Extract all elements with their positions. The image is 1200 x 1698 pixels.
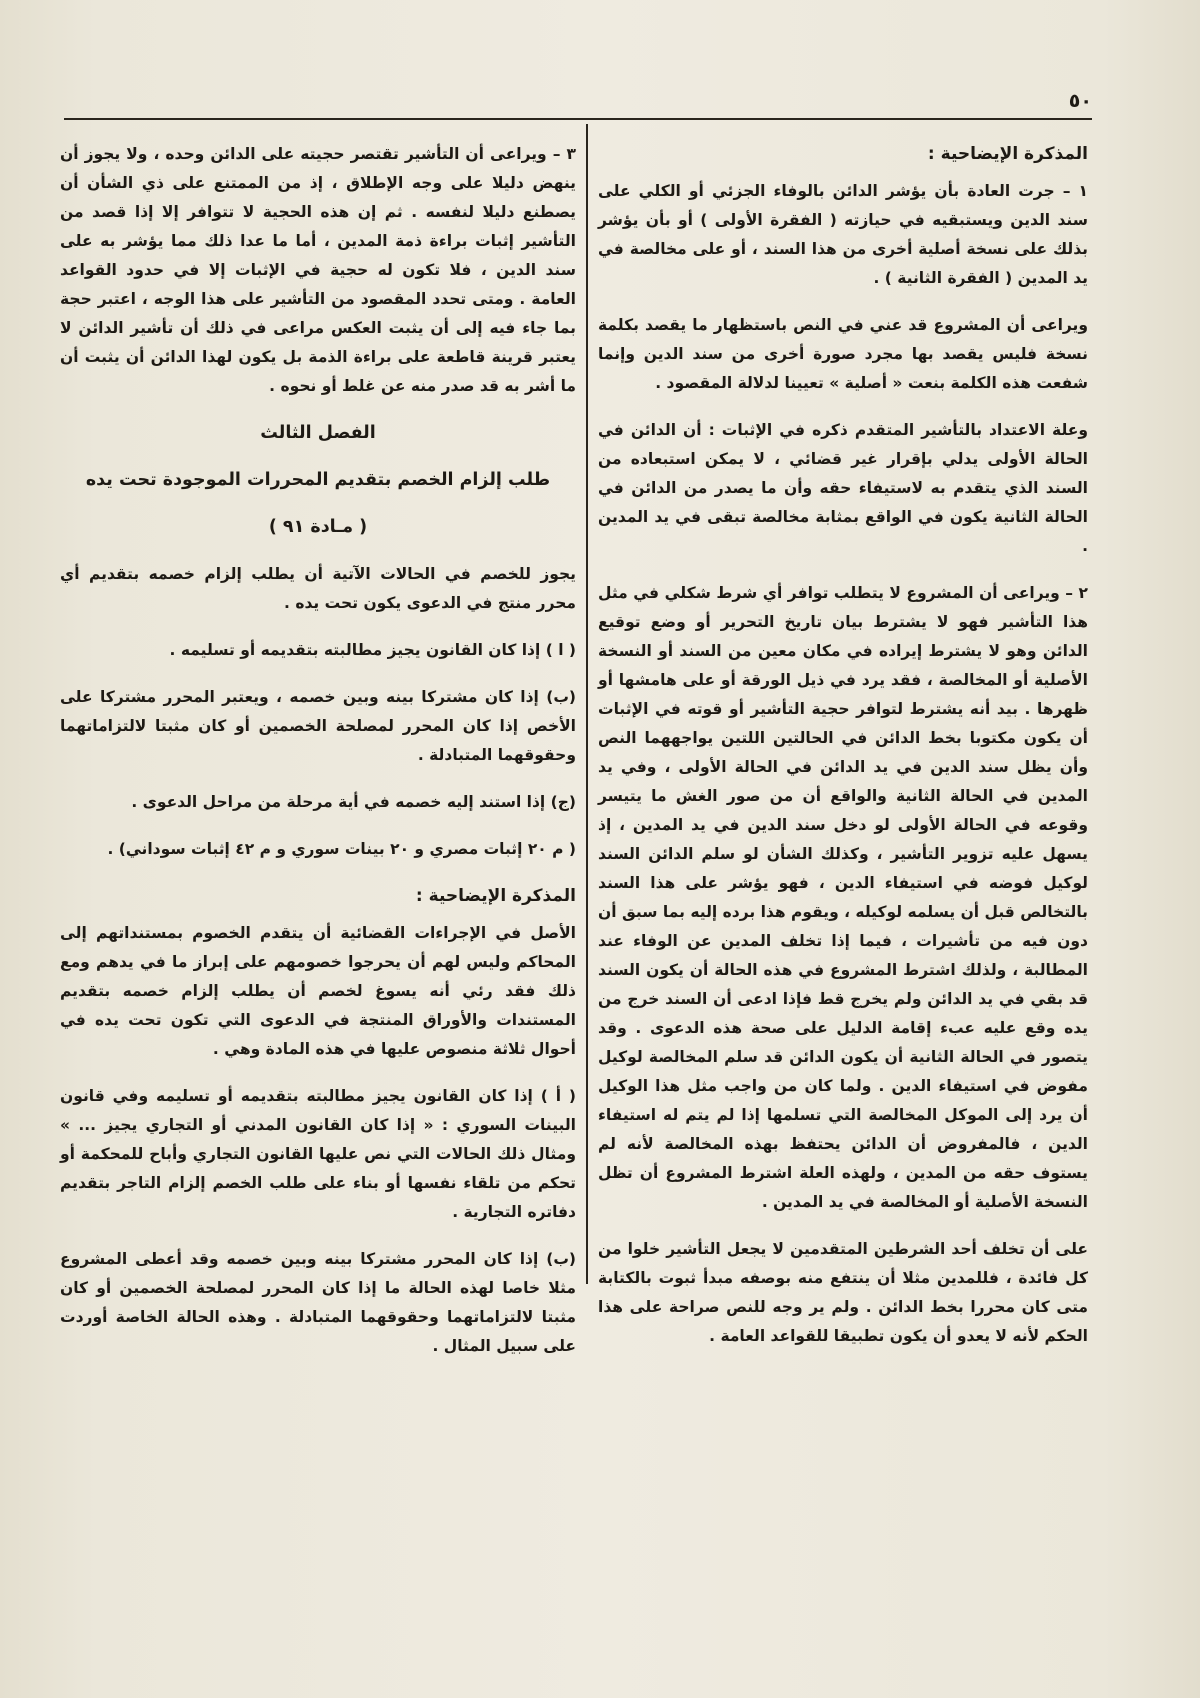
paragraph: ٣ – ويراعى أن التأشير تقتصر حجيته على الدائن وحده ، ولا يجوز أن ينهض دليلا على وجه الإطلاق ، إذ من الممتنع على ذي الشأن أن يصطنع دليلا لنفسه . ثم إن هذه الحجية لا تتوافر إلا إذا قصد من التأشير إثبات براءة ذمة المدين ، أما ما عدا ذلك مما يؤشر به على سند الدين ، فلا تكون له حجية في الإثبات إلا في حدود القواعد العامة . ومتى تحدد المقصود من التأشير على هذا الوجه ، اعتبر حجة بما جاء فيه إلى أن يثبت العكس مراعى في ذلك أن تأشير الدائن لا يعتبر قرينة قاطعة على براءة الذمة بل يكون لهذا الدائن أن يثبت أن ما أشر به قد صدر منه عن غلط أو نحوه .	[60, 145, 576, 395]
paragraph: ١ – جرت العادة بأن يؤشر الدائن بالوفاء الجزئي أو الكلي على سند الدين ويستبقيه في حيازته ( الفقرة الأولى ) أو بأن يؤشر بذلك على نسخة أصلية أخرى من هذا السند ، أو على مخالصة في يد المدين ( الفقرة الثانية ) .	[598, 182, 1088, 287]
paragraph: يجوز للخصم في الحالات الآتية أن يطلب إلزام خصمه بتقديم أي محرر منتج في الدعوى يكون تحت يده .	[60, 565, 576, 612]
paragraph: (ج) إذا استند إليه خصمه في أية مرحلة من مراحل الدعوى .	[131, 793, 576, 811]
paragraph: (ب) إذا كان المحرر مشتركا بينه وبين خصمه وقد أعطى المشروع مثلا خاصا لهذه الحالة ما إذا كان المحرر لمصلحة الخصمين أو كان مثبتا لالتزاماتهما وحقوقهما المتبادلة . وهذه الحالة الخاصة أوردت على سبيل المثال .	[60, 1250, 576, 1355]
paragraph: على أن تخلف أحد الشرطين المتقدمين لا يجعل التأشير خلوا من كل فائدة ، فللمدين مثلا أن ينتفع منه بوصفه مبدأ ثبوت بالكتابة متى كان محررا بخط الدائن . ولم ير وجه للنص صراحة على هذا الحكم لأنه لا يعدو أن يكون تطبيقا للقواعد العامة .	[598, 1240, 1088, 1345]
paragraph: ويراعى أن المشروع قد عني في النص باستظهار ما يقصد بكلمة نسخة فليس يقصد بها مجرد صورة أخرى من سند الدين وإنما شفعت هذه الكلمة بنعت « أصلية » تعيينا لدلالة المقصود .	[598, 316, 1088, 392]
paragraph: (ب) إذا كان مشتركا بينه وبين خصمه ، ويعتبر المحرر مشتركا على الأخص إذا كان المحرر لمصلحة الخصمين أو كان مثبتا لالتزاماتهما وحقوقهما المتبادلة .	[60, 688, 576, 764]
paragraph: الأصل في الإجراءات القضائية أن يتقدم الخصوم بمستنداتهم إلى المحاكم وليس لهم أن يحرجوا خصومهم على إبراز ما في يدهم ومع ذلك فقد رئي أنه يسوغ لخصم أن يطلب إلزام خصمه بتقديم المستندات والأوراق المنتجة في الدعوى التي تكون تحت يده في أحوال ثلاثة منصوص عليها في هذه المادة وهي .	[60, 924, 576, 1058]
column-divider	[586, 124, 588, 1284]
centered-title: ( مـادة ٩١ )	[268, 517, 368, 537]
paragraph: ( أ ) إذا كان القانون يجيز مطالبته بتقديمه أو تسليمه وفي قانون البينات السوري : « إذا كان القانون المدني أو التجاري يجيز ... » ومثال ذلك الحالات التي نص عليها القانون التجاري وأباح للمحكمة أو تحكم من تلقاء نفسها أو بناء على طلب الخصم إلزام التاجر بتقديم دفاتره التجارية .	[60, 1087, 576, 1221]
paragraph: وعلة الاعتداد بالتأشير المتقدم ذكره في الإثبات : أن الدائن في الحالة الأولى يدلي بإقرار غير قضائي ، لا يمكن استبعاده من السند الذي يتقدم به لاستيفاء حقه وأن ما يصدر من الدائن في الحالة الثانية يكون في الواقع بمثابة مخالصة تبقى في يد المدين .	[598, 421, 1088, 555]
page-header	[64, 90, 1092, 120]
right-column	[598, 140, 1088, 1369]
left-column	[60, 140, 576, 1379]
section-heading: المذكرة الإيضاحية :	[927, 144, 1088, 164]
paragraph: ٢ – ويراعى أن المشروع لا يتطلب توافر أي شرط شكلي في مثل هذا التأشير فهو لا يشترط بيان تاريخ التحرير أو وضع توقيع الدائن وهو لا يشترط إيراده في مكان معين من السند أو النسخة الأصلية أو المخالصة ، فقد يرد في ذيل الورقة أو على هامشها أو ظهرها . بيد أنه يشترط لتوافر حجية التأشير أو قوته في الإثبات أن يكون مكتوبا بخط الدائن في الحالتين اللتين يواجههما النص وأن يظل سند الدين في يد الدائن في الحالة الأولى ، وفي يد المدين في الحالة الثانية والواقع أن من صور الغش ما يتيسر وقوعه في الحالة الأولى لو دخل سند الدين في يد المدين ، إذ يسهل عليه تزوير التأشير ، وكذلك الشأن لو سلم الدائن السند لوكيل فوضه في استيفاء الدين ، فهو يؤشر على هذا السند بالتخالص قبل أن يسلمه لوكيله ، ويقوم هذا برده إليه بما سبق أن دون فيه من تأشيرات ، فيما إذا تخلف المدين عن الوفاء عند المطالبة ، ولذلك اشترط المشروع في هذه الحالة أن يكون السند قد بقي في يد الدائن ولم يخرج قط فإذا ادعى أن السند خرج من يده وقع عليه عبء إقامة الدليل على صحة هذه الدعوى . وقد يتصور في الحالة الثانية أن يكون الدائن قد سلم المخالصة لوكيل مفوض في استيفاء الدين . ولما كان من واجب مثل هذا الوكيل أن يرد إلى الموكل المخالصة التي تسلمها إذا لم يتم له استيفاء الدين ، فالمفروض أن الدائن يحتفظ بهذه المخالصة لأنه لم يستوف حقه من المدين ، ولهذه العلة اشترط المشروع أن تظل النسخة الأصلية أو المخالصة في يد المدين .	[598, 584, 1088, 1211]
section-heading: المذكرة الإيضاحية :	[415, 886, 576, 906]
paragraph: ( ا ) إذا كان القانون يجيز مطالبته بتقديمه أو تسليمه .	[169, 641, 576, 659]
page-number: ٥٠	[1068, 90, 1092, 112]
paragraph: ( م ٢٠ إثبات مصري و ٢٠ بينات سوري و م ٤٢ إثبات سوداني) .	[107, 840, 576, 858]
centered-title: طلب إلزام الخصم بتقديم المحررات الموجودة تحت يده	[85, 470, 551, 490]
centered-title: الفصل الثالث	[260, 423, 376, 443]
